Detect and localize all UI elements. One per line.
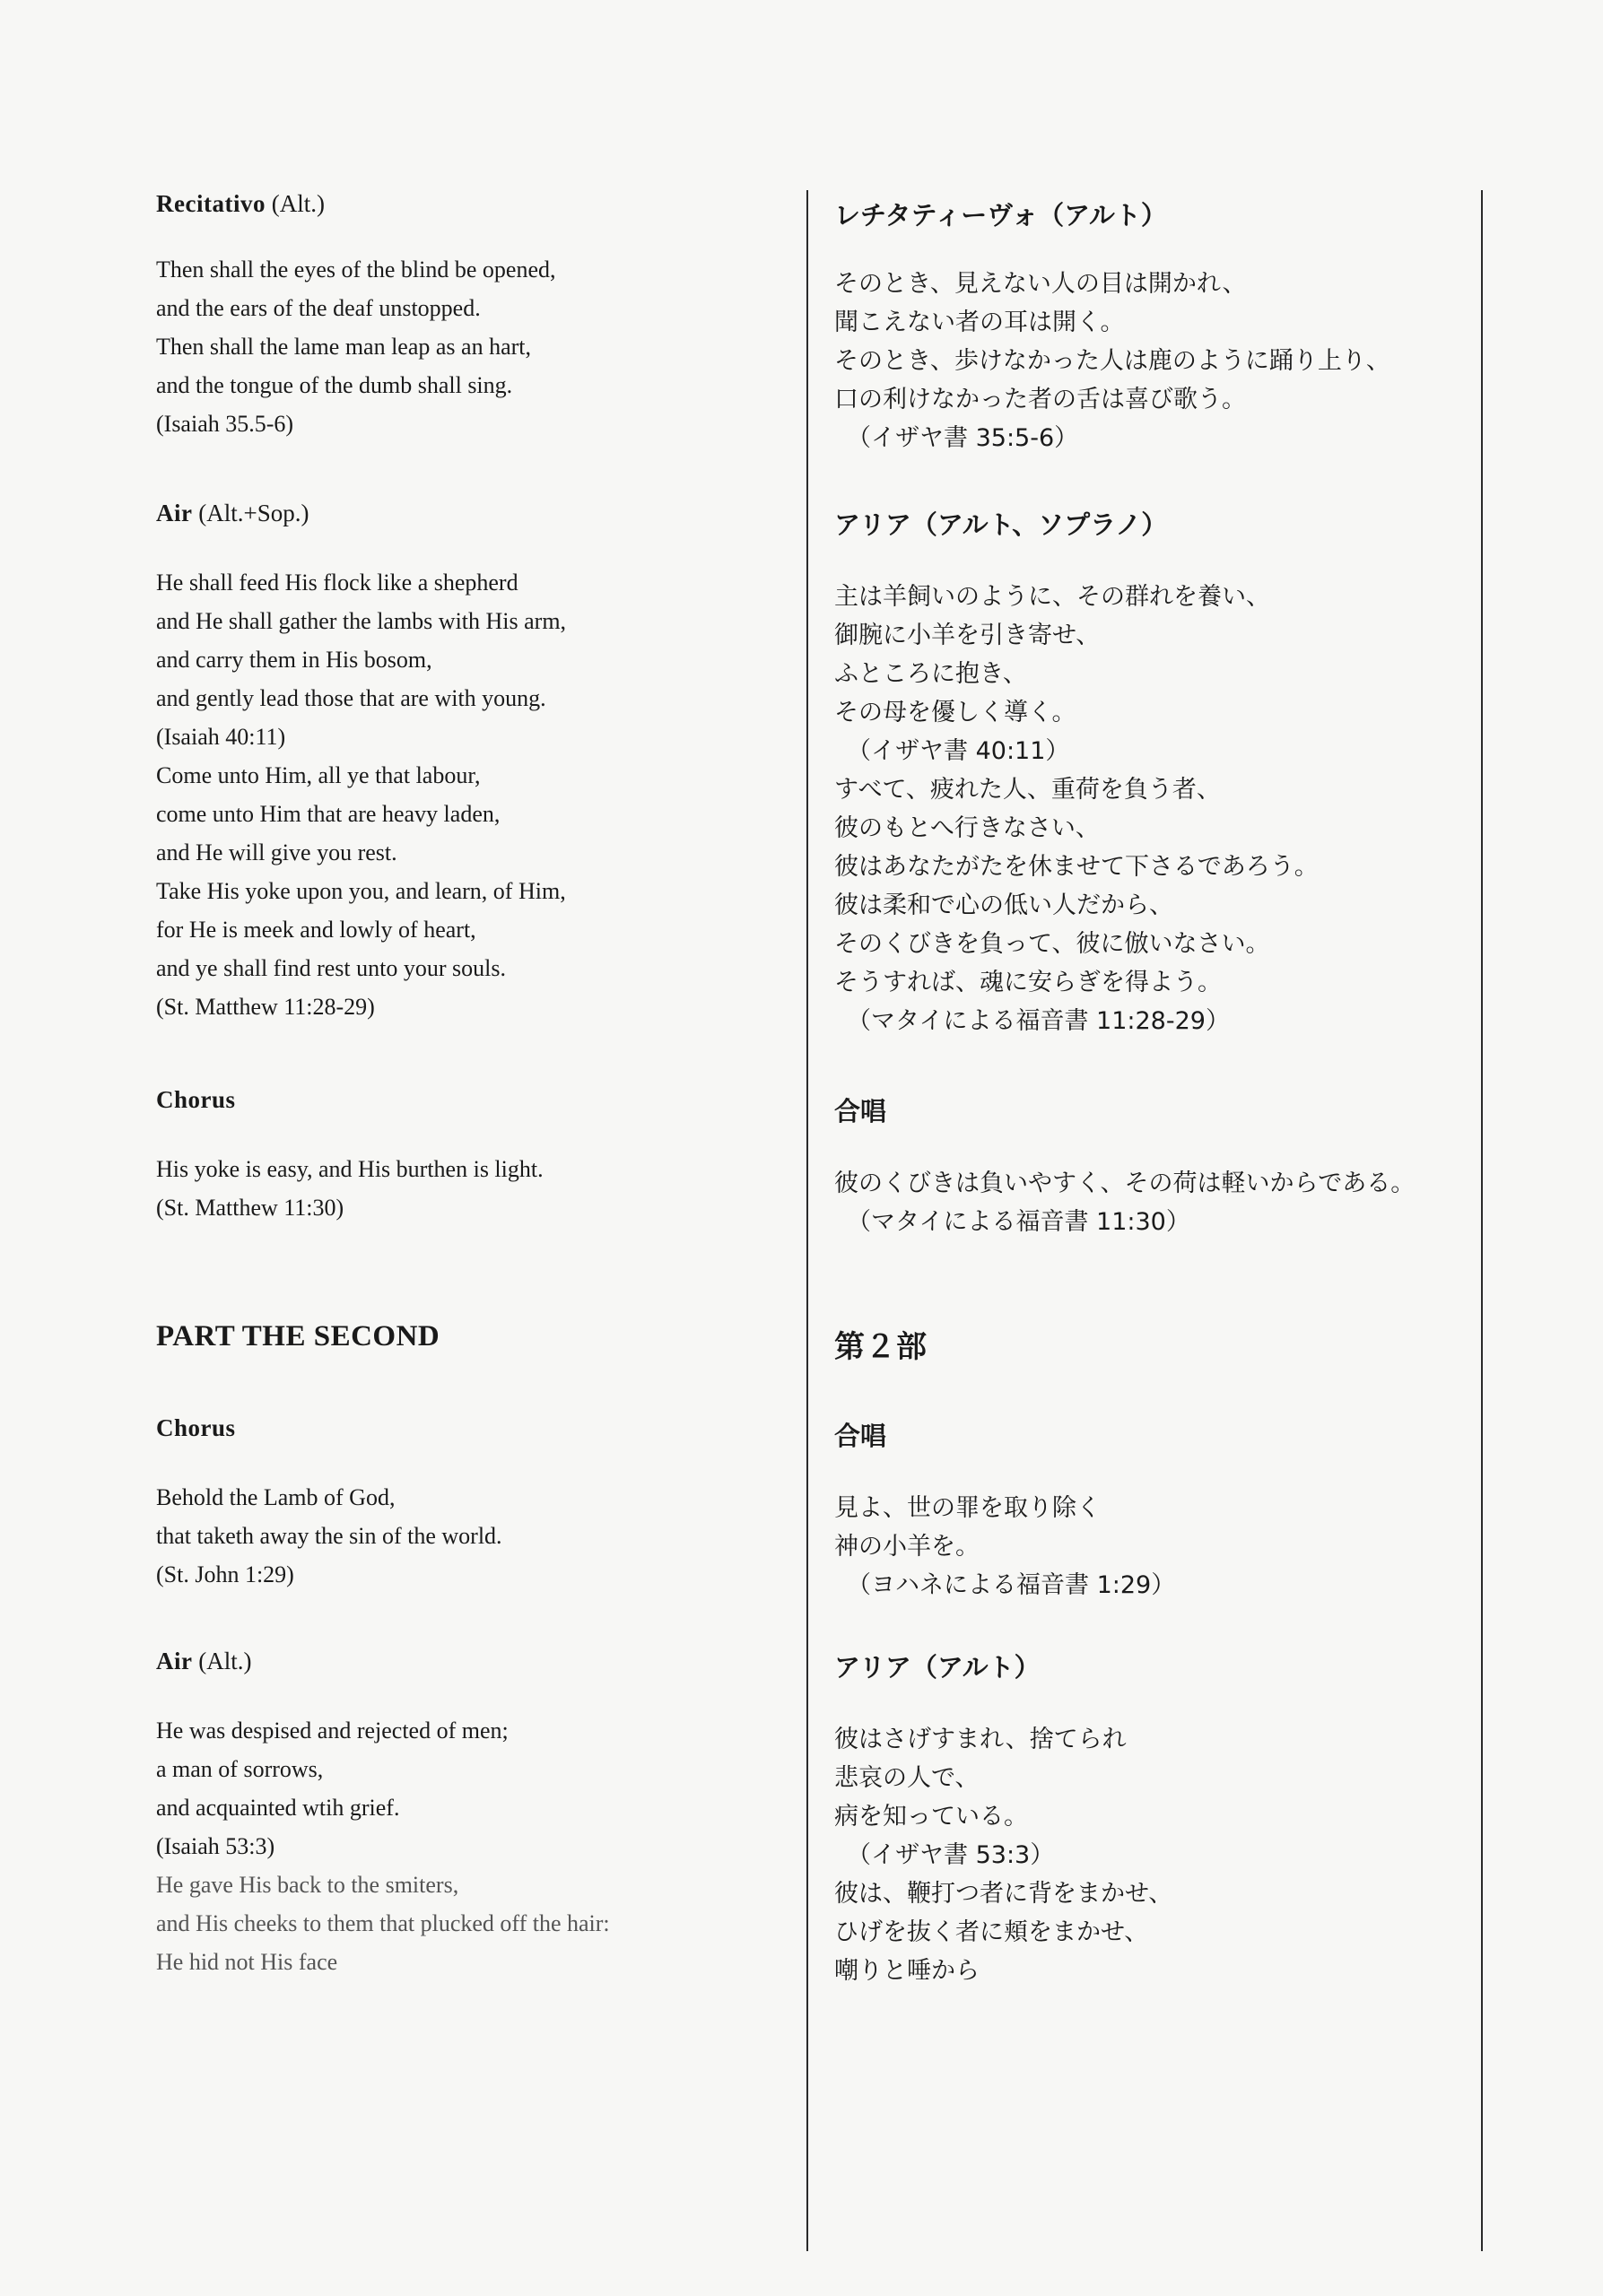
text-line: ひげを抜く者に頬をまかせ、 (834, 1918, 1149, 1946)
ja-recitativo (834, 196, 1462, 457)
en-chorus-2 (156, 1414, 784, 1594)
section-heading (156, 190, 784, 218)
ja-air-alt (834, 1648, 1462, 1990)
text-line: and gently lead those that are with young. (156, 685, 546, 711)
text-line: 主は羊飼いのように、その群れを養い、 (834, 583, 1270, 611)
scripture-reference: （イザヤ書 40:11） (847, 737, 1070, 765)
text-line: come unto Him that are heavy laden, (156, 801, 501, 827)
section-heading: 合唱 (834, 1421, 887, 1451)
section-heading: アリア（アルト） (834, 1652, 1041, 1683)
en-air-alt-sop (156, 500, 784, 1026)
part-title: 第２部 (834, 1329, 928, 1365)
section-title: Air (156, 1648, 193, 1674)
section-title: Chorus (156, 1414, 236, 1441)
text-line: Behold the Lamb of God, (156, 1484, 396, 1510)
text-line: and carry them in His bosom, (156, 647, 432, 673)
section-title: Chorus (156, 1086, 236, 1113)
text-line: 神の小羊を。 (834, 1533, 980, 1561)
scripture-reference: (Isaiah 53:3) (156, 1833, 275, 1859)
section-heading: 合唱 (834, 1096, 887, 1126)
text-line: Come unto Him, all ye that labour, (156, 762, 481, 788)
text-line: and the tongue of the dumb shall sing. (156, 372, 513, 398)
text-line: and ye shall find rest unto your souls. (156, 955, 506, 981)
text-line: He shall feed His flock like a shepherd (156, 570, 518, 596)
text-line: that taketh away the sin of the world. (156, 1523, 502, 1549)
scripture-reference: （マタイによる福音書 11:30） (847, 1208, 1190, 1236)
text-line: 見よ、世の罪を取り除く (834, 1494, 1101, 1522)
column-divider (806, 190, 808, 2251)
text-line: Then shall the lame man leap as an hart, (156, 334, 532, 360)
scripture-reference: (Isaiah 35.5-6) (156, 411, 294, 437)
text-line: すべて、疲れた人、重荷を負う者、 (834, 776, 1221, 804)
text-line: 彼は柔和で心の低い人だから、 (834, 891, 1173, 919)
section-heading (156, 1648, 784, 1675)
section-heading: レチタティーヴォ（アルト） (834, 200, 1167, 230)
voice-label: (Alt.) (198, 1648, 252, 1674)
text-line: 聞こえない者の耳は開く。 (834, 309, 1125, 336)
text-line: and acquainted wtih grief. (156, 1795, 400, 1821)
text-line: Then shall the eyes of the blind be opened, (156, 257, 556, 283)
text-line: and the ears of the deaf unstopped. (156, 295, 481, 321)
section-heading (156, 1414, 784, 1442)
text-line: He was despised and rejected of men; (156, 1718, 509, 1744)
text-line: 口の利けなかった者の舌は喜び歌う。 (834, 386, 1246, 413)
scripture-reference: (St. John 1:29) (156, 1561, 294, 1587)
section-heading: アリア（アルト、ソプラノ） (834, 509, 1168, 540)
en-recitativo (156, 190, 784, 443)
section-heading (156, 500, 784, 527)
text-line: 彼のもとへ行きなさい、 (834, 814, 1100, 842)
ja-chorus-1 (834, 1091, 1462, 1241)
text-line: and He shall gather the lambs with His arm, (156, 608, 567, 634)
text-line: and His cheeks to them that plucked off the hair: (156, 1910, 610, 1936)
text-line: He hid not His face (156, 1949, 338, 1975)
part-title: PART THE SECOND (156, 1320, 440, 1352)
text-line: He gave His back to the smiters, (156, 1872, 459, 1898)
text-line: 嘲りと唾から (834, 1957, 980, 1985)
text-line: 彼はあなたがたを休ませて下さるであろう。 (834, 853, 1319, 881)
text-line: ふところに抱き、 (834, 660, 1027, 688)
voice-label: (Alt.) (271, 190, 325, 217)
scripture-reference: （ヨハネによる福音書 1:29） (847, 1571, 1176, 1599)
text-line: a man of sorrows, (156, 1756, 324, 1782)
text-line: Take His yoke upon you, and learn, of Him, (156, 878, 566, 904)
text-line: and He will give you rest. (156, 839, 397, 865)
ja-chorus-2 (834, 1416, 1462, 1605)
scripture-reference: (Isaiah 40:11) (156, 724, 286, 750)
scripture-reference: （マタイによる福音書 11:28-29） (847, 1007, 1230, 1035)
text-line: そのとき、歩けなかった人は鹿のように踊り上り、 (834, 347, 1390, 375)
en-part-title (156, 1320, 784, 1353)
voice-label: (Alt.+Sop.) (198, 500, 309, 526)
right-border (1481, 190, 1483, 2251)
text-line: そのくびきを負って、彼に倣いなさい。 (834, 930, 1270, 958)
ja-part-title (834, 1322, 1462, 1366)
scripture-reference: （イザヤ書 53:3） (847, 1841, 1055, 1869)
scripture-reference: （イザヤ書 35:5-6） (847, 424, 1079, 452)
en-chorus-1 (156, 1086, 784, 1227)
text-line: 病を知っている。 (834, 1803, 1028, 1831)
scripture-reference: (St. Matthew 11:30) (156, 1195, 344, 1221)
text-line: for He is meek and lowly of heart, (156, 917, 476, 943)
text-line: 彼は、鞭打つ者に背をまかせ、 (834, 1880, 1173, 1908)
scripture-reference: (St. Matthew 11:28-29) (156, 994, 375, 1020)
ja-air-alt-sop (834, 505, 1462, 1040)
en-air-alt (156, 1648, 784, 1981)
section-title: Air (156, 500, 193, 526)
text-line: そうすれば、魂に安らぎを得よう。 (834, 969, 1222, 996)
text-line: そのとき、見えない人の目は開かれ、 (834, 270, 1247, 298)
text-line: His yoke is easy, and His burthen is light. (156, 1156, 544, 1182)
text-line: 悲哀の人で、 (834, 1764, 980, 1792)
text-line: 御腕に小羊を引き寄せ、 (834, 622, 1101, 649)
section-title: Recitativo (156, 190, 266, 217)
text-line: 彼はさげすまれ、捨てられ (834, 1726, 1127, 1753)
text-line: 彼のくびきは負いやすく、その荷は軽いからである。 (834, 1170, 1416, 1197)
text-line: その母を優しく導く。 (834, 699, 1076, 726)
section-heading (156, 1086, 784, 1114)
